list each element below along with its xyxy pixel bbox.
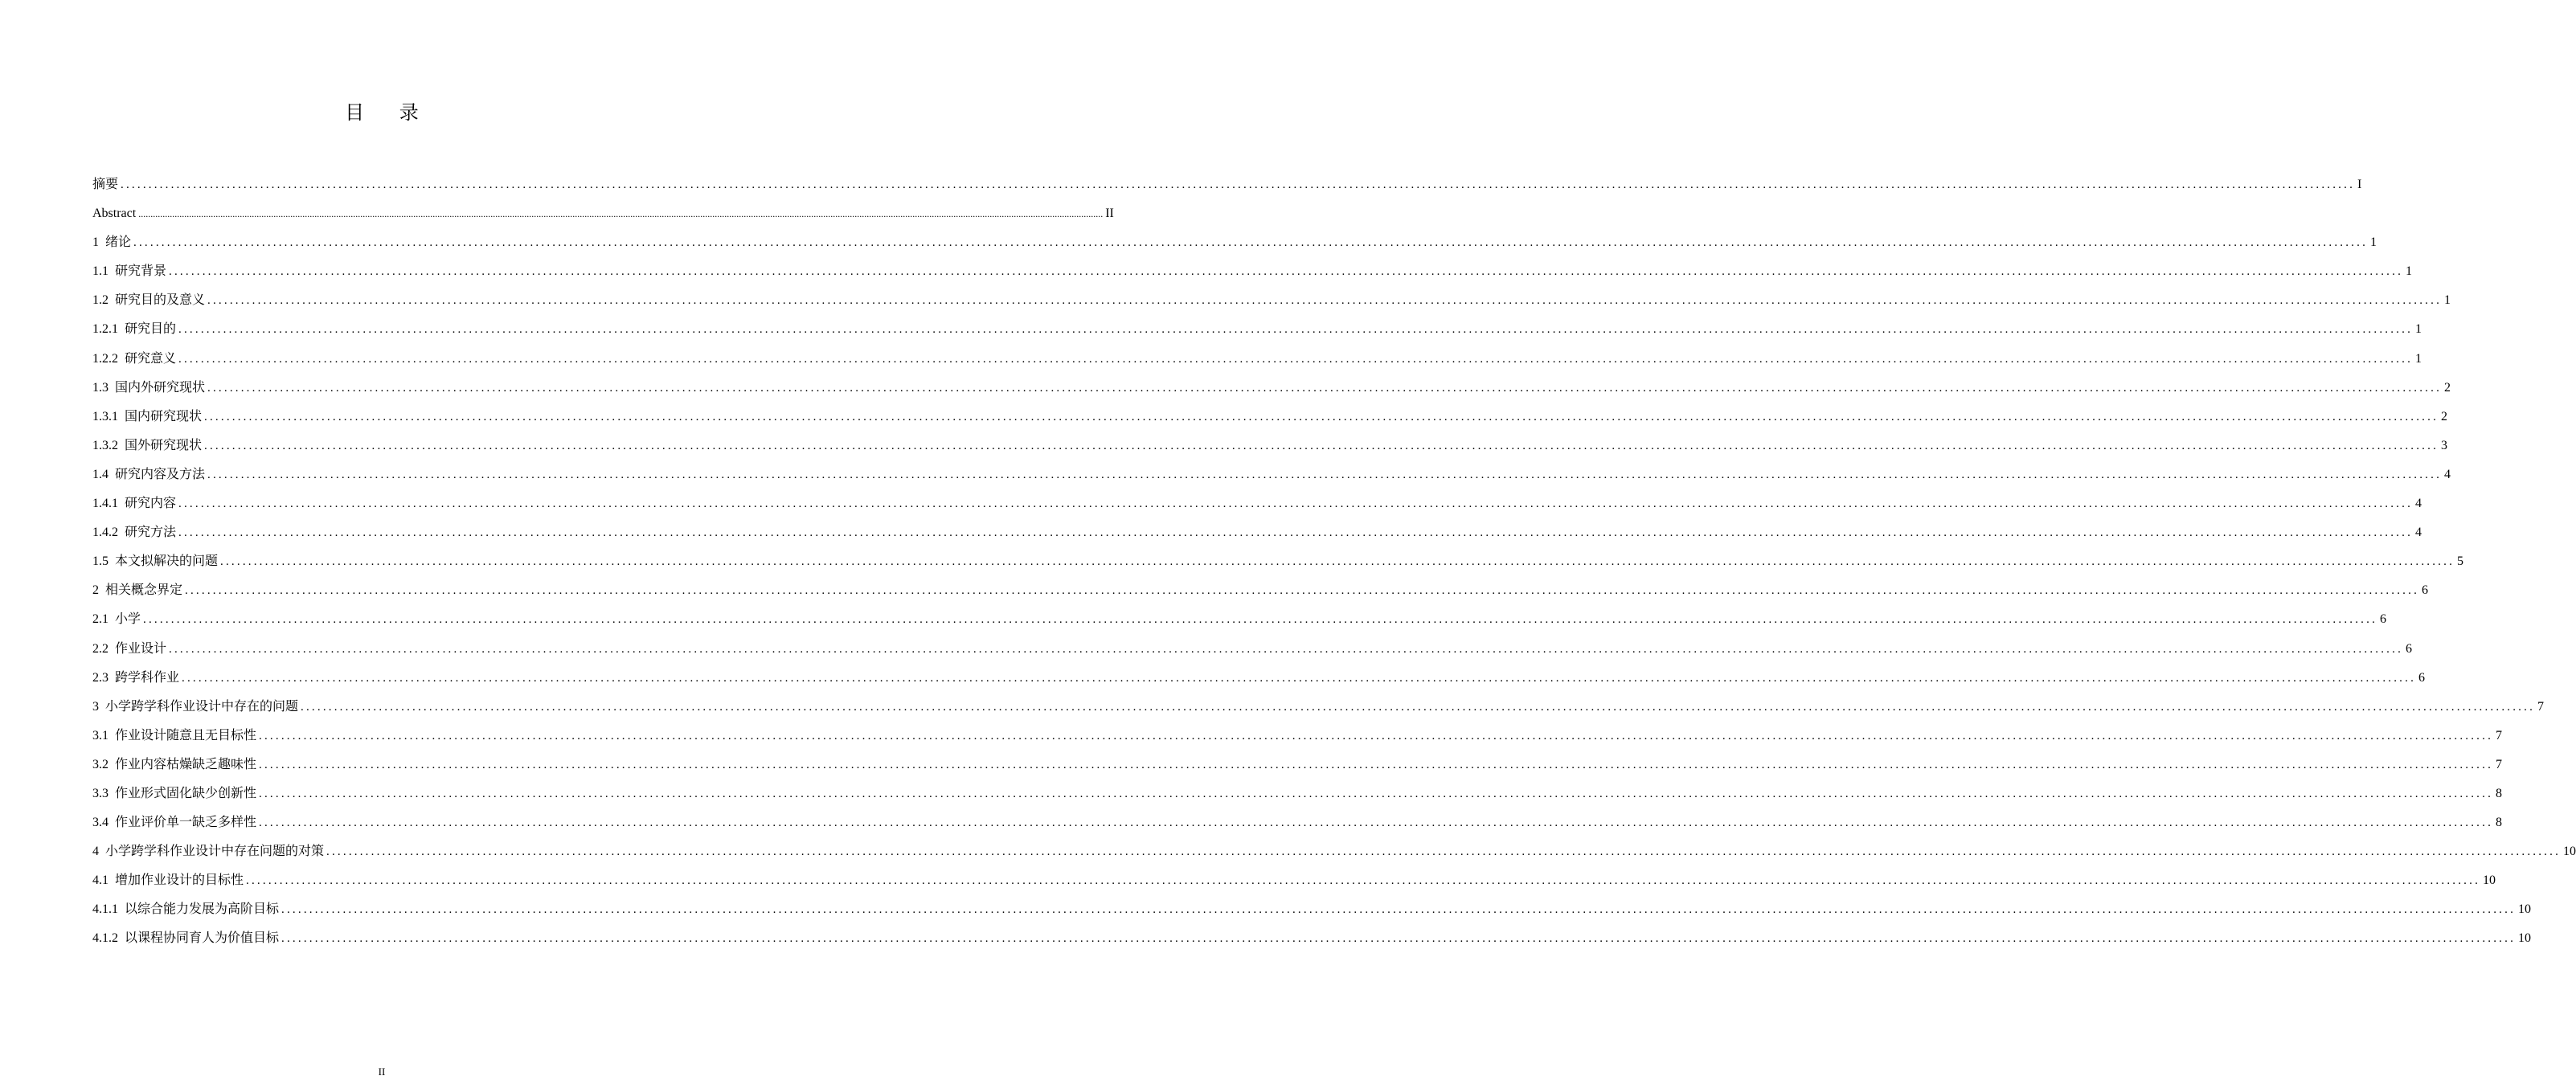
toc-dot-leader: ................................................................................................................................................................................................................................................................................................................................................................................................................ [169, 265, 2404, 279]
toc-entry[interactable] [92, 403, 2448, 432]
toc-entry-label [92, 228, 131, 257]
toc-section-number: 4.1.2 [92, 931, 118, 946]
toc-page-number: 6 [2418, 670, 2426, 685]
toc-section-title: 研究方法 [125, 526, 177, 540]
toc-dot-leader: ................................................................................................................................................................................................................................................................................................................................................................................................................ [281, 903, 2517, 917]
toc-page-number: 6 [2380, 612, 2387, 627]
toc-entry[interactable] [92, 460, 2451, 489]
toc-entry-label [92, 576, 182, 605]
toc-section-number: 1.2 [92, 293, 109, 308]
toc-section-number: 4 [92, 845, 99, 859]
toc-section-number: 1.4.2 [92, 526, 118, 540]
toc-dot-leader: ................................................................................................................................................................................................................................................................................................................................................................................................................ [281, 932, 2517, 946]
toc-dot-leader: ................................................................................................................................................................................................................................................................................................................................................................................................................ [204, 410, 2439, 423]
toc-section-number: 1 [92, 235, 99, 250]
toc-section-title: 国内研究现状 [125, 409, 203, 423]
toc-page-number: 7 [2496, 757, 2503, 771]
toc-section-title: 小学 [115, 612, 141, 627]
toc-section-number: 1.4.1 [92, 497, 118, 511]
toc-section-number: 2.3 [92, 670, 109, 685]
toc-entry[interactable] [92, 779, 2503, 808]
toc-entry[interactable] [92, 866, 2496, 895]
toc-entry-label [92, 315, 176, 344]
toc-entry[interactable] [92, 751, 2503, 779]
toc-section-title: 相关概念界定 [105, 583, 183, 598]
toc-dot-leader: ................................................................................................................................................................................................................................................................................................................................................................................................................ [138, 208, 1104, 220]
toc-entry[interactable] [92, 286, 2451, 315]
toc-entry-label [92, 895, 279, 924]
toc-section-title: 绪论 [105, 235, 132, 250]
toc-section-title: 作业评价单一缺乏多样性 [115, 816, 257, 830]
toc-section-number: 2.1 [92, 612, 109, 627]
toc-page-number: 7 [2537, 699, 2545, 714]
toc-section-title: 小学跨学科作业设计中存在的问题 [105, 699, 299, 714]
toc-section-title: 研究内容及方法 [115, 467, 206, 481]
toc-dot-leader: ................................................................................................................................................................................................................................................................................................................................................................................................................ [133, 236, 2369, 250]
footer-page-number: II [378, 1066, 386, 1078]
toc-section-title: 研究背景 [115, 264, 167, 279]
toc-entry-label [92, 345, 176, 374]
toc-entry[interactable] [92, 837, 2576, 866]
toc-section-title: 本文拟解决的问题 [115, 554, 219, 569]
toc-section-title: 国内外研究现状 [115, 380, 206, 395]
toc-entry-label [92, 722, 256, 751]
toc-dot-leader: ................................................................................................................................................................................................................................................................................................................................................................................................................ [169, 642, 2404, 656]
toc-dot-leader: ................................................................................................................................................................................................................................................................................................................................................................................................................ [185, 584, 2420, 598]
toc-entry-label [92, 547, 218, 576]
toc-page-number: 1 [2406, 264, 2413, 279]
toc-section-number: 4.1 [92, 873, 109, 888]
toc-entry[interactable] [92, 315, 2422, 344]
toc-section-title: Abstract [92, 207, 137, 221]
toc-page-number: 2 [2441, 409, 2448, 423]
toc-page-number: 8 [2496, 786, 2503, 800]
toc-dot-leader: ................................................................................................................................................................................................................................................................................................................................................................................................................ [259, 787, 2494, 800]
toc-entry[interactable] [92, 576, 2429, 605]
toc-section-title: 研究内容 [125, 497, 177, 511]
toc-page-number: 7 [2496, 728, 2503, 742]
toc-section-number: 3.2 [92, 757, 109, 771]
toc-entry[interactable] [92, 605, 2387, 634]
toc-section-title: 跨学科作业 [115, 670, 180, 685]
toc-section-title: 以课程协同育人为价值目标 [125, 931, 280, 946]
toc-entry-label [92, 518, 176, 547]
toc-entry[interactable] [92, 808, 2503, 837]
toc-page-number: 4 [2444, 467, 2451, 481]
toc-section-title: 摘要 [92, 178, 119, 191]
toc-page-number: 5 [2457, 554, 2464, 569]
toc-section-title: 作业设计 [115, 641, 167, 656]
toc-dot-leader: ................................................................................................................................................................................................................................................................................................................................................................................................................ [220, 555, 2455, 569]
toc-page-number: 8 [2496, 816, 2503, 830]
toc-entry[interactable] [92, 345, 2422, 374]
toc-entry[interactable] [92, 924, 2532, 953]
toc-section-title: 研究意义 [125, 351, 177, 366]
toc-dot-leader: ................................................................................................................................................................................................................................................................................................................................................................................................................ [301, 700, 2536, 714]
page-title: 目 录 [345, 101, 433, 124]
toc-entry-label [92, 432, 202, 460]
toc-page-number: I [2357, 178, 2362, 191]
toc-entry-label [92, 489, 176, 518]
toc-page-number: 4 [2415, 497, 2422, 511]
toc-page-number: 6 [2422, 583, 2429, 598]
toc-entry-label [92, 866, 244, 895]
toc-section-title: 增加作业设计的目标性 [115, 873, 244, 888]
toc-entry-label [92, 779, 256, 808]
toc-section-number: 1.5 [92, 554, 109, 569]
toc-dot-leader: ................................................................................................................................................................................................................................................................................................................................................................................................................ [178, 497, 2414, 511]
toc-entry-label [92, 199, 136, 228]
toc-entry-label [92, 924, 279, 953]
toc-page-number: 10 [2483, 873, 2496, 888]
toc-page-number: II [1105, 207, 1114, 221]
toc-section-title: 小学跨学科作业设计中存在问题的对策 [105, 845, 325, 859]
toc-entry[interactable] [92, 374, 2451, 403]
toc-entry[interactable] [92, 895, 2532, 924]
toc-page-number: 10 [2518, 902, 2532, 917]
toc-page-number: 3 [2441, 438, 2448, 452]
toc-entry-label [92, 635, 166, 664]
toc-dot-leader: ................................................................................................................................................................................................................................................................................................................................................................................................................ [207, 381, 2443, 395]
toc-section-number: 3.3 [92, 786, 109, 800]
toc-dot-leader: ................................................................................................................................................................................................................................................................................................................................................................................................................ [207, 468, 2443, 481]
toc-section-title: 作业内容枯燥缺乏趣味性 [115, 757, 257, 771]
toc-section-title: 作业形式固化缺少创新性 [115, 786, 257, 800]
toc-entry-label [92, 808, 256, 837]
toc-section-number: 1.2.2 [92, 351, 118, 366]
toc-entry-label [92, 403, 202, 432]
toc-section-number: 2 [92, 583, 99, 598]
toc-section-number: 1.3.2 [92, 438, 118, 452]
toc-page-number: 1 [2370, 235, 2377, 250]
toc-entry[interactable] [92, 693, 2545, 722]
toc-entry[interactable] [92, 199, 1114, 228]
toc-page-number: 10 [2563, 845, 2576, 859]
toc-section-number: 3.1 [92, 728, 109, 742]
toc-dot-leader: ................................................................................................................................................................................................................................................................................................................................................................................................................ [204, 439, 2439, 452]
toc-section-title: 研究目的 [125, 322, 177, 337]
toc-entry-label [92, 286, 205, 315]
toc-entry[interactable] [92, 257, 2413, 286]
toc-section-number: 2.2 [92, 641, 109, 656]
toc-section-number: 1.1 [92, 264, 109, 279]
toc-dot-leader: ................................................................................................................................................................................................................................................................................................................................................................................................................ [182, 671, 2417, 685]
toc-section-number: 1.4 [92, 467, 109, 481]
toc-dot-leader: ................................................................................................................................................................................................................................................................................................................................................................................................................ [246, 874, 2481, 888]
toc-entry[interactable] [92, 518, 2422, 547]
toc-dot-leader: ................................................................................................................................................................................................................................................................................................................................................................................................................ [259, 729, 2494, 742]
toc-page-number: 1 [2415, 322, 2422, 337]
toc-entry-label [92, 257, 166, 286]
toc-dot-leader: ................................................................................................................................................................................................................................................................................................................................................................................................................ [178, 526, 2414, 540]
toc-section-number: 1.3.1 [92, 409, 118, 423]
toc-entry-label [92, 664, 179, 693]
toc-section-number: 3.4 [92, 816, 109, 830]
toc-entry-label [92, 751, 256, 779]
toc-dot-leader: ................................................................................................................................................................................................................................................................................................................................................................................................................ [121, 178, 2356, 191]
toc-entry-label [92, 837, 324, 866]
toc-entry[interactable] [92, 489, 2422, 518]
toc-entry[interactable] [92, 432, 2448, 460]
toc-page-number: 6 [2406, 641, 2413, 656]
toc-page-number: 1 [2444, 293, 2451, 308]
toc-dot-leader: ................................................................................................................................................................................................................................................................................................................................................................................................................ [143, 613, 2378, 627]
toc-entry-label [92, 693, 298, 722]
toc-entry-label [92, 460, 205, 489]
toc-dot-leader: ................................................................................................................................................................................................................................................................................................................................................................................................................ [326, 845, 2562, 859]
toc-section-number: 1.2.1 [92, 322, 118, 337]
toc-section-title: 研究目的及意义 [115, 293, 206, 308]
toc-section-number: 1.3 [92, 380, 109, 395]
toc-entry[interactable] [92, 170, 2362, 199]
toc-dot-leader: ................................................................................................................................................................................................................................................................................................................................................................................................................ [207, 294, 2443, 308]
toc-dot-leader: ................................................................................................................................................................................................................................................................................................................................................................................................................ [178, 323, 2414, 337]
toc-entry[interactable] [92, 664, 2426, 693]
toc-entry[interactable] [92, 635, 2413, 664]
toc-entry[interactable] [92, 722, 2503, 751]
toc-entry[interactable] [92, 228, 2377, 257]
toc-entry[interactable] [92, 547, 2464, 576]
table-of-contents [92, 170, 2576, 954]
toc-section-number: 4.1.1 [92, 902, 118, 917]
toc-dot-leader: ................................................................................................................................................................................................................................................................................................................................................................................................................ [178, 352, 2414, 366]
toc-section-title: 作业设计随意且无目标性 [115, 728, 257, 742]
toc-section-title: 以综合能力发展为高阶目标 [125, 902, 280, 917]
toc-section-number: 3 [92, 699, 99, 714]
toc-page-number: 10 [2518, 931, 2532, 946]
toc-page-number: 4 [2415, 526, 2422, 540]
toc-page-number: 1 [2415, 351, 2422, 366]
toc-entry-label [92, 170, 118, 199]
toc-dot-leader: ................................................................................................................................................................................................................................................................................................................................................................................................................ [259, 758, 2494, 771]
toc-page-number: 2 [2444, 380, 2451, 395]
toc-section-title: 国外研究现状 [125, 438, 203, 452]
toc-dot-leader: ................................................................................................................................................................................................................................................................................................................................................................................................................ [259, 816, 2494, 830]
toc-entry-label [92, 605, 141, 634]
toc-entry-label [92, 374, 205, 403]
